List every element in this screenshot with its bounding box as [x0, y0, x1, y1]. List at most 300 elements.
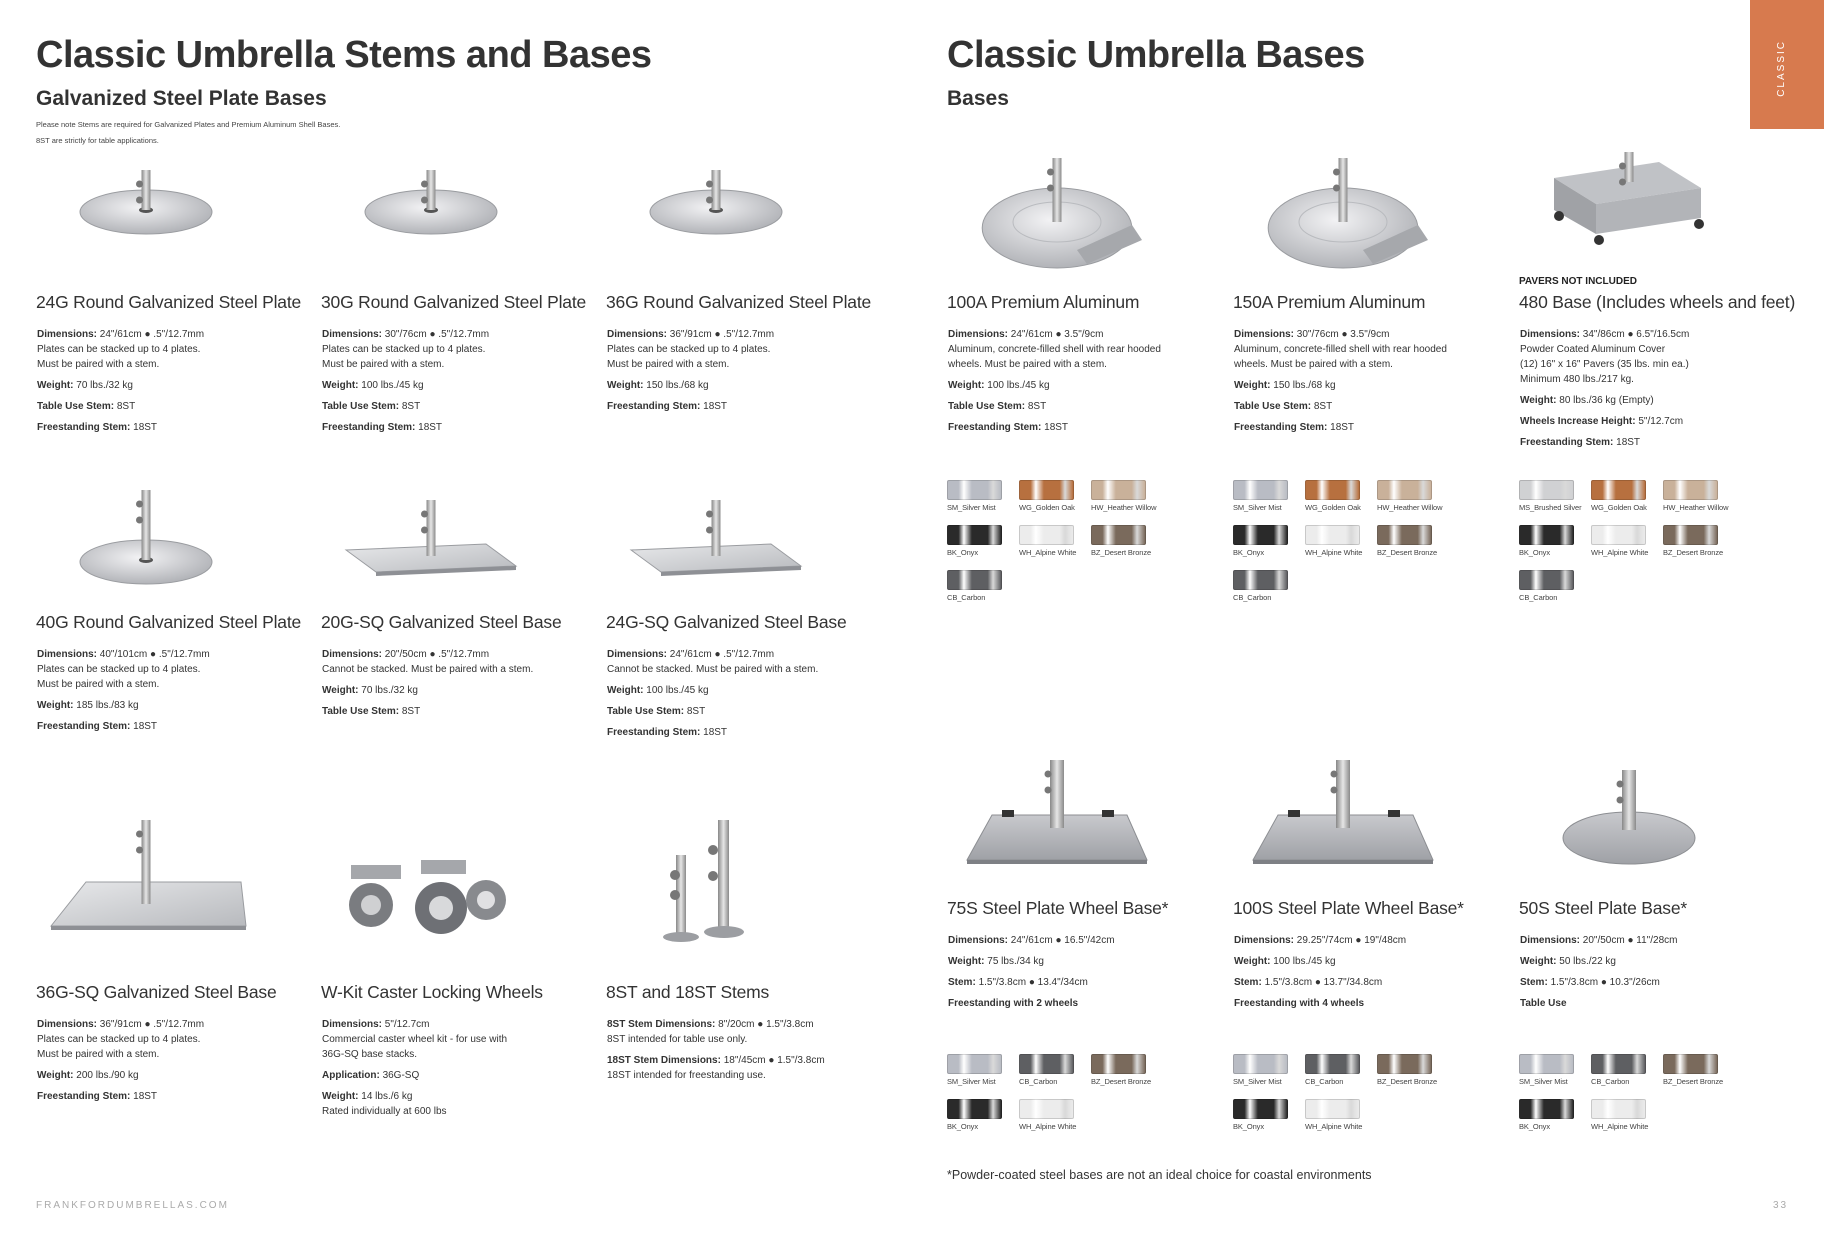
swatch-label: WH_Alpine White — [1591, 548, 1649, 557]
square-plate-icon — [321, 470, 541, 600]
spec-row — [37, 719, 317, 734]
spec-value: 1.5"/3.8cm ● 13.7"/34.8cm — [1264, 977, 1383, 988]
swatch-sm-silver-mist — [1233, 480, 1301, 512]
spec-value: 8ST intended for table use only. — [607, 1034, 748, 1045]
swatch-chip — [1377, 525, 1432, 545]
swatch-chip — [1519, 525, 1574, 545]
swatch-bk-onyx — [947, 525, 1015, 557]
product-name: 20G-SQ Galvanized Steel Base — [321, 612, 562, 632]
spec-row — [607, 725, 887, 740]
spec-value: 8"/20cm ● 1.5"/3.8cm — [718, 1019, 814, 1030]
swatch-label: HW_Heather Willow — [1663, 503, 1729, 512]
swatch-label: CB_Carbon — [1305, 1077, 1344, 1086]
spec-label: Application: — [322, 1070, 380, 1081]
spec-value: 24"/61cm ● 16.5"/42cm — [1010, 935, 1115, 946]
steel-wheel-base-icon — [1233, 750, 1453, 890]
spec-row — [37, 677, 317, 692]
spec-label: Table Use Stem: — [37, 401, 115, 412]
swatch-label: SM_Silver Mist — [1519, 1077, 1568, 1086]
spec-row — [322, 704, 602, 719]
spec-row — [37, 420, 317, 435]
swatch-wh-alpine-white — [1591, 1099, 1659, 1131]
spec-value: Powder Coated Aluminum Cover — [1520, 344, 1666, 355]
swatch-chip — [1663, 1054, 1718, 1074]
note-stems-required: Please note Stems are required for Galvanized Plates and Premium Aluminum Shell Bases. — [36, 120, 341, 129]
spec-value: (12) 16" x 16" Pavers (35 lbs. min ea.) — [1520, 359, 1689, 370]
spec-label: Stem: — [1234, 977, 1262, 988]
spec-row — [1520, 435, 1800, 450]
product-name: 36G Round Galvanized Steel Plate — [606, 292, 872, 312]
spec-row — [322, 1089, 602, 1104]
spec-row — [948, 399, 1228, 414]
spec-value: 8ST — [1313, 401, 1333, 412]
swatch-chip — [1019, 480, 1074, 500]
page-title-bases: Classic Umbrella Bases — [947, 34, 1365, 76]
swatch-chip — [1091, 480, 1146, 500]
swatch-wg-golden-oak — [1019, 480, 1087, 512]
spec-value: Must be paired with a stem. — [607, 359, 730, 370]
round-plate-icon — [36, 150, 256, 250]
spec-row — [1520, 342, 1800, 357]
spec-row — [37, 1017, 317, 1032]
right-page — [912, 0, 1824, 1248]
pretitle-note: PAVERS NOT INCLUDED — [1519, 276, 1637, 287]
product-name: 100S Steel Plate Wheel Base* — [1233, 898, 1464, 918]
swatch-chip — [1519, 1054, 1574, 1074]
swatch-cb-carbon — [1233, 570, 1301, 602]
spec-value: 80 lbs./36 kg (Empty) — [1559, 395, 1654, 406]
swatch-label: WH_Alpine White — [1019, 1122, 1077, 1131]
spec-label: Dimensions: — [948, 329, 1009, 340]
swatch-chip — [1591, 525, 1646, 545]
footnote-coastal: *Powder-coated steel bases are not an ideal choice for coastal environments — [947, 1168, 1372, 1182]
spec-row — [607, 1017, 887, 1032]
spec-label: Freestanding Stem: — [37, 1091, 131, 1102]
product-specs — [1234, 933, 1514, 1011]
product-name: 480 Base (Includes wheels and feet) — [1519, 292, 1796, 312]
product-name: 24G Round Galvanized Steel Plate — [36, 292, 302, 312]
spec-value: 200 lbs./90 kg — [76, 1070, 139, 1081]
swatch-label: CB_Carbon — [1233, 593, 1272, 602]
product-specs — [322, 1017, 602, 1119]
swatch-wh-alpine-white — [1019, 1099, 1087, 1131]
spec-label: Dimensions: — [322, 1019, 383, 1030]
spec-label: 18ST Stem Dimensions: — [607, 1055, 721, 1066]
spec-value: Must be paired with a stem. — [37, 359, 160, 370]
swatch-hw-heather-willow — [1091, 480, 1159, 512]
product-specs — [37, 647, 317, 734]
swatch-chip — [1233, 1054, 1288, 1074]
swatch-chip — [1519, 1099, 1574, 1119]
swatch-cb-carbon — [947, 570, 1015, 602]
spec-value: wheels. Must be paired with a stem. — [1234, 359, 1393, 370]
spec-label: Freestanding Stem: — [1520, 437, 1614, 448]
swatch-chip — [1519, 570, 1574, 590]
spec-label: Freestanding Stem: — [948, 422, 1042, 433]
swatch-wg-golden-oak — [1591, 480, 1659, 512]
swatch-label: BK_Onyx — [1233, 548, 1264, 557]
spec-value: 8ST — [401, 401, 421, 412]
spec-row — [948, 954, 1228, 969]
spec-value: 36"/91cm ● .5"/12.7mm — [669, 329, 775, 340]
spec-value: 8ST — [1027, 401, 1047, 412]
spec-row — [37, 698, 317, 713]
product-name: 150A Premium Aluminum — [1233, 292, 1426, 312]
spec-row — [948, 342, 1228, 357]
spec-row — [37, 647, 317, 662]
spec-row — [1520, 996, 1800, 1011]
spec-row — [607, 342, 887, 357]
section-tab-label: CLASSIC — [1776, 40, 1787, 97]
swatch-bk-onyx — [947, 1099, 1015, 1131]
swatch-chip — [1019, 525, 1074, 545]
spec-label: Dimensions: — [37, 1019, 98, 1030]
swatch-chip — [1233, 525, 1288, 545]
spec-row — [1234, 954, 1514, 969]
spec-row — [322, 399, 602, 414]
swatch-bk-onyx — [1519, 525, 1587, 557]
swatch-wh-alpine-white — [1305, 1099, 1373, 1131]
swatch-label: WG_Golden Oak — [1591, 503, 1647, 512]
spec-value: 100 lbs./45 kg — [361, 380, 424, 391]
spec-value: Plates can be stacked up to 4 plates. — [322, 344, 486, 355]
swatch-chip — [1091, 1054, 1146, 1074]
product-name: 50S Steel Plate Base* — [1519, 898, 1687, 918]
spec-value: 8ST — [116, 401, 136, 412]
spec-label: Freestanding with 4 wheels — [1234, 998, 1365, 1009]
spec-value: wheels. Must be paired with a stem. — [948, 359, 1107, 370]
spec-row — [322, 1032, 602, 1047]
swatch-bz-desert-bronze — [1377, 1054, 1445, 1086]
spec-row — [607, 647, 887, 662]
spec-value: 36G-SQ — [382, 1070, 420, 1081]
swatch-label: SM_Silver Mist — [947, 503, 996, 512]
swatch-label: SM_Silver Mist — [1233, 1077, 1282, 1086]
spec-value: Plates can be stacked up to 4 plates. — [37, 1034, 201, 1045]
product-name: W-Kit Caster Locking Wheels — [321, 982, 543, 1002]
swatch-chip — [1233, 1099, 1288, 1119]
stems-icon — [606, 800, 826, 970]
spec-label: Wheels Increase Height: — [1520, 416, 1636, 427]
swatch-cb-carbon — [1019, 1054, 1087, 1086]
swatch-sm-silver-mist — [947, 480, 1015, 512]
spec-label: Weight: — [322, 380, 359, 391]
swatch-label: BK_Onyx — [1233, 1122, 1264, 1131]
swatch-label: BZ_Desert Bronze — [1663, 548, 1724, 557]
swatch-chip — [947, 1099, 1002, 1119]
product-name: 40G Round Galvanized Steel Plate — [36, 612, 302, 632]
spec-label: Dimensions: — [37, 329, 98, 340]
swatch-chip — [1233, 570, 1288, 590]
spec-row — [322, 420, 602, 435]
swatch-label: CB_Carbon — [1519, 593, 1558, 602]
spec-label: Freestanding Stem: — [607, 401, 701, 412]
product-specs — [37, 327, 317, 435]
spec-row — [322, 1104, 602, 1119]
spec-row — [1234, 378, 1514, 393]
swatch-bz-desert-bronze — [1663, 525, 1731, 557]
spec-row — [1520, 372, 1800, 387]
product-specs — [607, 1017, 887, 1083]
swatch-chip — [947, 525, 1002, 545]
spec-label: Weight: — [1520, 956, 1557, 967]
swatch-cb-carbon — [1591, 1054, 1659, 1086]
spec-row — [607, 378, 887, 393]
swatch-label: CB_Carbon — [947, 593, 986, 602]
product-specs — [322, 647, 602, 719]
spec-value: 36"/91cm ● .5"/12.7mm — [99, 1019, 205, 1030]
swatch-label: BK_Onyx — [1519, 548, 1550, 557]
swatch-label: BZ_Desert Bronze — [1091, 548, 1152, 557]
swatch-label: WG_Golden Oak — [1305, 503, 1361, 512]
swatch-label: SM_Silver Mist — [1233, 503, 1282, 512]
spec-row — [607, 704, 887, 719]
spec-label: Weight: — [37, 1070, 74, 1081]
spec-label: Freestanding with 2 wheels — [948, 998, 1079, 1009]
swatch-label: CB_Carbon — [1591, 1077, 1630, 1086]
spec-row — [322, 342, 602, 357]
swatch-label: CB_Carbon — [1019, 1077, 1058, 1086]
spec-label: Table Use Stem: — [948, 401, 1026, 412]
swatch-wh-alpine-white — [1591, 525, 1659, 557]
spec-label: Table Use Stem: — [322, 706, 400, 717]
caster-wheels-icon — [321, 800, 541, 960]
spec-value: 18ST — [133, 422, 158, 433]
steel-round-base-icon — [1519, 750, 1739, 890]
swatch-hw-heather-willow — [1377, 480, 1445, 512]
swatch-chip — [1305, 480, 1360, 500]
spec-value: Plates can be stacked up to 4 plates. — [37, 344, 201, 355]
swatch-bz-desert-bronze — [1663, 1054, 1731, 1086]
swatch-bk-onyx — [1233, 1099, 1301, 1131]
product-name: 24G-SQ Galvanized Steel Base — [606, 612, 847, 632]
spec-row — [948, 420, 1228, 435]
spec-row — [607, 1068, 887, 1083]
swatch-sm-silver-mist — [1233, 1054, 1301, 1086]
spec-label: Stem: — [948, 977, 976, 988]
spec-label: Weight: — [322, 685, 359, 696]
spec-label: Dimensions: — [1520, 329, 1581, 340]
round-plate-icon — [321, 150, 541, 250]
note-8st-table: 8ST are strictly for table applications. — [36, 136, 159, 145]
spec-row — [948, 327, 1228, 342]
spec-value: Aluminum, concrete-filled shell with rear hooded — [948, 344, 1161, 355]
spec-value: Rated individually at 600 lbs — [322, 1106, 447, 1117]
spec-label: Stem: — [1520, 977, 1548, 988]
product-specs — [607, 647, 887, 740]
spec-value: 18ST — [133, 721, 158, 732]
spec-row — [322, 647, 602, 662]
spec-row — [607, 1032, 887, 1047]
spec-value: 5"/12.7cm — [1638, 416, 1684, 427]
swatch-chip — [1233, 480, 1288, 500]
spec-value: 36G-SQ base stacks. — [322, 1049, 418, 1060]
product-specs — [37, 1017, 317, 1104]
swatch-wg-golden-oak — [1305, 480, 1373, 512]
page-number: 33 — [1773, 1200, 1789, 1211]
swatch-chip — [1019, 1099, 1074, 1119]
swatch-bz-desert-bronze — [1091, 1054, 1159, 1086]
swatch-bk-onyx — [1519, 1099, 1587, 1131]
spec-row — [607, 1053, 887, 1068]
spec-row — [607, 357, 887, 372]
swatch-chip — [1591, 1054, 1646, 1074]
swatch-chip — [1091, 525, 1146, 545]
spec-row — [948, 975, 1228, 990]
swatch-wh-alpine-white — [1019, 525, 1087, 557]
spec-row — [1520, 954, 1800, 969]
spec-value: 150 lbs./68 kg — [646, 380, 709, 391]
swatch-label: BZ_Desert Bronze — [1377, 548, 1438, 557]
spec-value: 29.25"/74cm ● 19"/48cm — [1296, 935, 1407, 946]
spec-label: Table Use Stem: — [322, 401, 400, 412]
spec-label: Table Use Stem: — [1234, 401, 1312, 412]
spec-row — [322, 683, 602, 698]
swatch-bz-desert-bronze — [1091, 525, 1159, 557]
spec-label: Weight: — [37, 380, 74, 391]
spec-value: 18"/45cm ● 1.5"/3.8cm — [723, 1055, 825, 1066]
spec-row — [948, 933, 1228, 948]
swatch-label: BK_Onyx — [1519, 1122, 1550, 1131]
spec-label: Weight: — [948, 956, 985, 967]
spec-value: 24"/61cm ● .5"/12.7mm — [669, 649, 775, 660]
product-specs — [948, 327, 1228, 435]
spec-row — [1234, 996, 1514, 1011]
swatch-label: BZ_Desert Bronze — [1377, 1077, 1438, 1086]
spec-label: Weight: — [37, 700, 74, 711]
spec-row — [1520, 357, 1800, 372]
swatch-label: WH_Alpine White — [1019, 548, 1077, 557]
spec-value: Cannot be stacked. Must be paired with a stem. — [607, 664, 819, 675]
spec-row — [37, 1089, 317, 1104]
spec-value: 18ST — [703, 401, 728, 412]
spec-row — [37, 378, 317, 393]
swatch-chip — [1377, 1054, 1432, 1074]
spec-value: 1.5"/3.8cm ● 13.4"/34cm — [978, 977, 1088, 988]
spec-row — [37, 357, 317, 372]
spec-value: 50 lbs./22 kg — [1559, 956, 1616, 967]
spec-label: Freestanding Stem: — [1234, 422, 1328, 433]
spec-row — [37, 1047, 317, 1062]
spec-row — [1234, 357, 1514, 372]
flat-square-plate-icon — [36, 800, 256, 960]
swatch-sm-silver-mist — [1519, 1054, 1587, 1086]
aluminum-shell-base-icon — [1233, 140, 1453, 280]
spec-label: Freestanding Stem: — [607, 727, 701, 738]
spec-label: Weight: — [948, 380, 985, 391]
product-name: 75S Steel Plate Wheel Base* — [947, 898, 1169, 918]
spec-row — [322, 378, 602, 393]
spec-value: 75 lbs./34 kg — [987, 956, 1044, 967]
aluminum-shell-base-icon — [947, 140, 1167, 280]
spec-row — [1234, 975, 1514, 990]
spec-value: Aluminum, concrete-filled shell with rear hooded — [1234, 344, 1447, 355]
product-specs — [1520, 327, 1800, 450]
spec-label: Dimensions: — [1234, 329, 1295, 340]
spec-value: 20"/50cm ● 11"/28cm — [1582, 935, 1678, 946]
spec-value: 18ST — [1044, 422, 1069, 433]
spec-label: Dimensions: — [322, 649, 383, 660]
spec-row — [1520, 327, 1800, 342]
spec-label: Freestanding Stem: — [322, 422, 416, 433]
spec-row — [607, 399, 887, 414]
spec-row — [948, 996, 1228, 1011]
spec-label: Weight: — [1234, 380, 1271, 391]
swatch-label: BK_Onyx — [947, 1122, 978, 1131]
swatch-label: HW_Heather Willow — [1377, 503, 1443, 512]
spec-value: 18ST — [1616, 437, 1641, 448]
round-plate-icon — [606, 150, 826, 250]
swatch-chip — [1591, 480, 1646, 500]
spec-value: 100 lbs./45 kg — [987, 380, 1050, 391]
page-title: Classic Umbrella Stems and Bases — [36, 34, 652, 76]
swatch-label: BK_Onyx — [947, 548, 978, 557]
spec-value: 100 lbs./45 kg — [646, 685, 709, 696]
swatch-bz-desert-bronze — [1377, 525, 1445, 557]
product-name: 100A Premium Aluminum — [947, 292, 1140, 312]
product-name: 36G-SQ Galvanized Steel Base — [36, 982, 277, 1002]
swatch-chip — [1305, 525, 1360, 545]
swatch-label: WG_Golden Oak — [1019, 503, 1075, 512]
spec-value: Plates can be stacked up to 4 plates. — [37, 664, 201, 675]
spec-row — [1520, 933, 1800, 948]
spec-value: 185 lbs./83 kg — [76, 700, 139, 711]
swatch-label: MS_Brushed Silver — [1519, 503, 1582, 512]
spec-row — [322, 1047, 602, 1062]
spec-value: 20"/50cm ● .5"/12.7mm — [384, 649, 490, 660]
spec-label: Dimensions: — [1234, 935, 1295, 946]
spec-label: 8ST Stem Dimensions: — [607, 1019, 716, 1030]
swatch-label: BZ_Desert Bronze — [1663, 1077, 1724, 1086]
spec-label: Weight: — [607, 380, 644, 391]
spec-row — [322, 357, 602, 372]
swatch-cb-carbon — [1519, 570, 1587, 602]
spec-row — [37, 342, 317, 357]
product-specs — [322, 327, 602, 435]
spec-value: 30"/76cm ● 3.5"/9cm — [1296, 329, 1390, 340]
spec-value: 30"/76cm ● .5"/12.7mm — [384, 329, 490, 340]
spec-value: 8ST — [686, 706, 706, 717]
spec-row — [322, 1017, 602, 1032]
spec-row — [37, 399, 317, 414]
square-plate-icon — [606, 470, 826, 600]
swatch-chip — [947, 570, 1002, 590]
swatch-label: WH_Alpine White — [1305, 548, 1363, 557]
spec-row — [322, 1068, 602, 1083]
swatch-chip — [947, 480, 1002, 500]
swatch-sm-silver-mist — [947, 1054, 1015, 1086]
product-name: 30G Round Galvanized Steel Plate — [321, 292, 587, 312]
spec-value: Cannot be stacked. Must be paired with a stem. — [322, 664, 534, 675]
swatch-label: BZ_Desert Bronze — [1091, 1077, 1152, 1086]
spec-value: 24"/61cm ● 3.5"/9cm — [1010, 329, 1104, 340]
spec-row — [1520, 975, 1800, 990]
spec-value: Must be paired with a stem. — [37, 679, 160, 690]
swatch-chip — [1019, 1054, 1074, 1074]
swatch-chip — [1591, 1099, 1646, 1119]
spec-value: Minimum 480 lbs./217 kg. — [1520, 374, 1634, 385]
section-tab — [1750, 0, 1824, 129]
swatch-label: WH_Alpine White — [1591, 1122, 1649, 1131]
spec-row — [37, 1068, 317, 1083]
product-specs — [948, 933, 1228, 1011]
spec-row — [37, 662, 317, 677]
spec-value: 5"/12.7cm — [384, 1019, 430, 1030]
spec-value: Must be paired with a stem. — [37, 1049, 160, 1060]
product-specs — [1520, 933, 1800, 1011]
steel-wheel-base-icon — [947, 750, 1167, 890]
spec-value: 18ST — [133, 1091, 158, 1102]
